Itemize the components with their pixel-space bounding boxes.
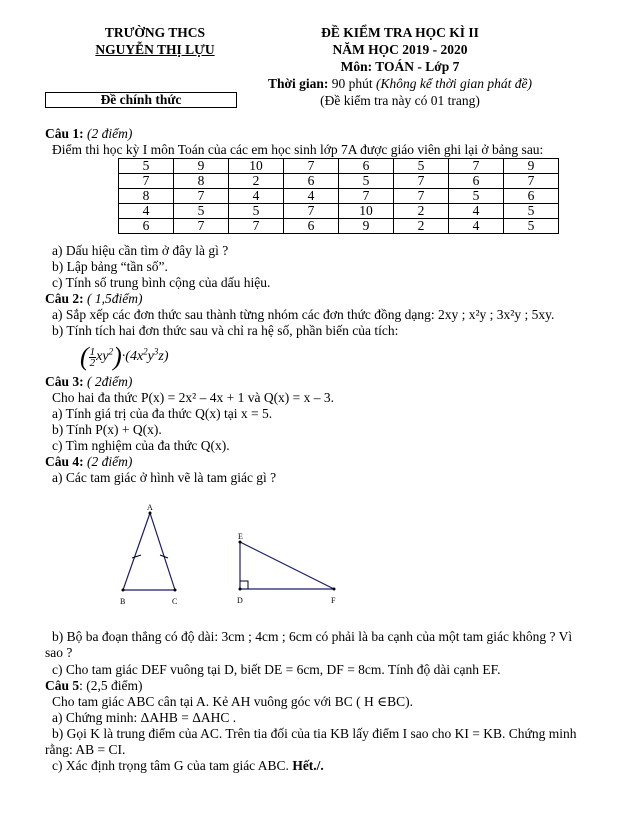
table-cell: 4 <box>119 204 174 219</box>
table-cell: 8 <box>119 189 174 204</box>
q5-heading: Câu 5: (2,5 điểm) <box>45 678 143 693</box>
table-cell: 9 <box>504 159 559 174</box>
table-cell: 2 <box>394 204 449 219</box>
table-cell: 7 <box>339 189 394 204</box>
triangle-abc <box>123 513 175 590</box>
q5-part-a: a) Chứng minh: ΔAHB = ΔAHC . <box>52 710 237 725</box>
q3-part-b: b) Tính P(x) + Q(x). <box>52 422 162 437</box>
point-b <box>122 589 125 592</box>
table-cell: 5 <box>229 204 284 219</box>
table-cell: 5 <box>504 204 559 219</box>
table-cell: 4 <box>229 189 284 204</box>
exam-title: ĐỀ KIỂM TRA HỌC KÌ II <box>321 25 479 40</box>
table-cell: 6 <box>119 219 174 234</box>
table-row <box>119 204 559 219</box>
table-cell: 7 <box>174 219 229 234</box>
table-cell: 5 <box>119 159 174 174</box>
q5-part-b-line2: rằng: AB = CI. <box>45 742 126 757</box>
table-row <box>119 159 559 174</box>
table-cell: 6 <box>284 219 339 234</box>
table-cell: 7 <box>174 189 229 204</box>
score-table <box>118 158 559 234</box>
label-f: F <box>331 596 336 605</box>
school-name-line1: TRƯỜNG THCS <box>104 25 206 40</box>
table-cell: 9 <box>174 159 229 174</box>
q3-heading: Câu 3: ( 2điểm) <box>45 374 133 389</box>
q5-part-c: c) Xác định trọng tâm G của tam giác ABC. Hết./. <box>52 758 324 773</box>
table-cell: 5 <box>449 189 504 204</box>
q2-expression: ( $\frac{1}{2}$ $xy^2)\cdot(4x^2y^3z)$ <box>80 342 169 371</box>
q1-part-b: b) Lập bảng “tần số”. <box>52 259 168 274</box>
label-a: A <box>147 503 153 512</box>
q4-part-a: a) Các tam giác ở hình vẽ là tam giác gì ? <box>52 470 277 485</box>
table-cell: 8 <box>174 174 229 189</box>
tick-ab <box>132 555 141 558</box>
q1-part-c: c) Tính số trung bình cộng của dấu hiệu. <box>52 275 271 290</box>
q4-part-c: c) Cho tam giác DEF vuông tại D, biết DE = 6cm, DF = 8cm. Tính độ dài cạnh EF. <box>52 662 501 677</box>
table-cell: 5 <box>504 219 559 234</box>
table-cell: 5 <box>339 174 394 189</box>
point-d <box>239 588 242 591</box>
table-cell: 5 <box>174 204 229 219</box>
q5-part-b-line1: b) Gọi K là trung điểm của AC. Trên tia đối của tia KB lấy điểm I sao cho KI = KB. Chứng minh <box>52 726 577 741</box>
label-c: C <box>172 597 178 606</box>
q1-part-a: a) Dấu hiệu cần tìm ở đây là gì ? <box>52 243 229 258</box>
q2-part-b: b) Tính tích hai đơn thức sau và chỉ ra hệ số, phần biến của tích: <box>52 323 399 338</box>
triangles-figure <box>110 500 360 615</box>
table-cell: 7 <box>504 174 559 189</box>
table-cell: 10 <box>339 204 394 219</box>
time-line: Thời gian: 90 phút (Không kể thời gian phát đề) <box>267 76 533 91</box>
table-row <box>119 219 559 234</box>
point-f <box>333 588 336 591</box>
table-cell: 4 <box>284 189 339 204</box>
table-row <box>119 189 559 204</box>
q3-intro: Cho hai đa thức P(x) = 2x² – 4x + 1 và Q(x) = x – 3. <box>52 390 335 405</box>
table-cell: 7 <box>284 159 339 174</box>
table-cell: 7 <box>284 204 339 219</box>
q4-part-b-line1: b) Bộ ba đoạn thẳng có độ dài: 3cm ; 4cm ; 6cm có phải là ba cạnh của một tam giác không ? Vì <box>52 629 573 644</box>
table-cell: 5 <box>394 159 449 174</box>
table-cell: 7 <box>394 174 449 189</box>
subject: Môn: TOÁN - Lớp 7 <box>340 59 460 74</box>
school-name-line2: NGUYỄN THỊ LỰU <box>95 42 215 57</box>
q1-heading: Câu 1: (2 điểm) <box>45 126 133 141</box>
table-cell: 4 <box>449 219 504 234</box>
table-cell: 6 <box>339 159 394 174</box>
table-cell: 6 <box>284 174 339 189</box>
label-b: B <box>120 597 126 606</box>
point-c <box>174 589 177 592</box>
q2-part-a: a) Sắp xếp các đơn thức sau thành từng nhóm các đơn thức đồng dạng: 2xy ; x²y ; 3x²y ; 5xy. <box>52 307 555 322</box>
official-badge: Đề chính thức <box>45 92 237 108</box>
q4-heading: Câu 4: (2 điểm) <box>45 454 133 469</box>
table-row <box>119 174 559 189</box>
table-cell: 2 <box>394 219 449 234</box>
triangle-def <box>240 542 334 589</box>
q3-part-c: c) Tìm nghiệm của đa thức Q(x). <box>52 438 230 453</box>
q2-heading: Câu 2: ( 1,5điểm) <box>45 291 143 306</box>
table-cell: 4 <box>449 204 504 219</box>
q1-intro: Điểm thi học kỳ I môn Toán của các em học sinh lớp 7A được giáo viên ghi lại ở bảng sau: <box>52 142 544 157</box>
label-e: E <box>238 532 243 541</box>
pages-note: (Đề kiểm tra này có 01 trang) <box>320 93 480 108</box>
right-angle-mark <box>240 581 248 589</box>
school-year: NĂM HỌC 2019 - 2020 <box>332 42 468 57</box>
table-cell: 2 <box>229 174 284 189</box>
table-cell: 7 <box>229 219 284 234</box>
label-d: D <box>237 596 243 605</box>
q3-part-a: a) Tính giá trị của đa thức Q(x) tại x = 5. <box>52 406 273 421</box>
q5-intro: Cho tam giác ABC cân tại A. Kẻ AH vuông góc với BC ( H ∈BC). <box>52 694 413 709</box>
q4-part-b-line2: sao ? <box>45 645 73 660</box>
table-cell: 6 <box>504 189 559 204</box>
table-cell: 7 <box>394 189 449 204</box>
table-cell: 7 <box>449 159 504 174</box>
table-cell: 10 <box>229 159 284 174</box>
table-cell: 6 <box>449 174 504 189</box>
table-cell: 9 <box>339 219 394 234</box>
table-cell: 7 <box>119 174 174 189</box>
